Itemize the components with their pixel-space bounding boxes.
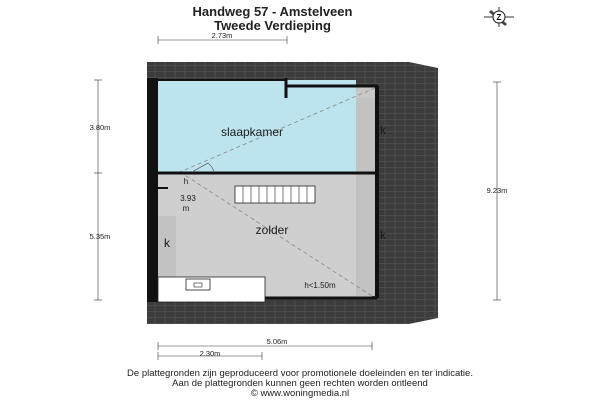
roof-edge-right <box>409 62 438 324</box>
inner-dimension-unit: m <box>182 204 190 213</box>
dimension-left-upper: 3.80m <box>89 123 111 132</box>
room-label-slaapkamer: slaapkamer <box>220 125 284 139</box>
knee-wall-label: k <box>380 123 386 137</box>
compass-letter: Z <box>496 13 502 22</box>
staircase <box>235 186 315 203</box>
copyright-line: © www.woningmedia.nl <box>250 388 350 399</box>
inner-dimension-value: 3.93 <box>180 194 196 203</box>
inner-height-label: h <box>183 177 189 186</box>
washbasin-icon <box>186 279 210 290</box>
knee-wall-label: k <box>164 236 170 250</box>
page-title: Handweg 57 - Amstelveen <box>192 4 353 19</box>
dimension-bottom-partial: 2.30m <box>199 349 221 358</box>
dimension-bottom-total: 5.06m <box>266 337 288 346</box>
dimension-bottom <box>158 337 372 360</box>
dimension-right <box>487 82 508 300</box>
knee-wall-right-top <box>356 88 375 174</box>
dimension-left-lower: 5.35m <box>89 232 111 241</box>
disclaimer-line-1: De plattegronden zijn geproduceerd voor promotionele doeleinden en ter indicatie. <box>127 368 473 379</box>
dimension-top <box>158 31 287 44</box>
svg-text:9.23m: 9.23m <box>486 186 508 195</box>
room-label-zolder: zolder <box>255 223 289 237</box>
dimension-left <box>90 80 111 300</box>
knee-wall-label: k <box>380 228 386 242</box>
bathroom-area <box>158 277 265 302</box>
height-note: h<1.50m <box>304 281 336 290</box>
disclaimer-line-2: Aan de plattegronden kunnen geen rechten worden ontleend <box>172 378 428 389</box>
floor-subtitle: Tweede Verdieping <box>214 18 331 33</box>
left-wall <box>147 78 158 302</box>
svg-text:2.73m: 2.73m <box>211 31 233 40</box>
knee-wall-right-bottom <box>356 174 375 296</box>
